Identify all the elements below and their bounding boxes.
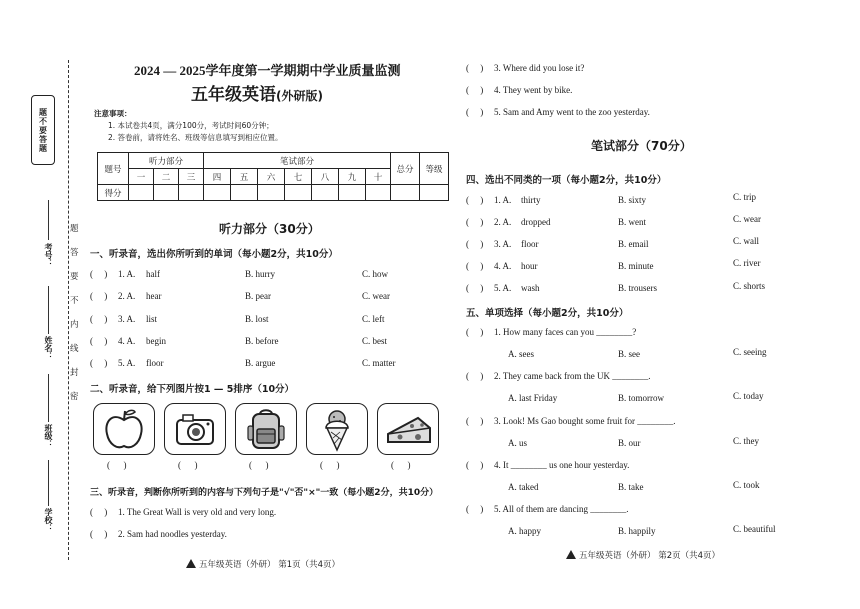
seal-char: 要	[70, 272, 79, 282]
s4-q3-paren[interactable]: ( )	[466, 239, 484, 249]
s3-q3-paren[interactable]: ( )	[466, 63, 484, 73]
triangle-logo-icon	[186, 559, 196, 568]
score-cell[interactable]	[154, 185, 179, 201]
note-1: 1. 本试卷共4页，满分100分，考试时间60分钟；	[108, 121, 274, 130]
name-blank[interactable]	[48, 286, 49, 334]
s5-q5: 5. All of them are dancing ________.	[494, 504, 629, 514]
s5-q3-paren[interactable]: ( )	[466, 416, 484, 426]
page-1-footer	[186, 558, 340, 570]
total-header: 总分	[391, 153, 420, 185]
score-cell[interactable]	[258, 185, 285, 201]
s5-q1-a: A. sees	[508, 349, 534, 359]
s4-q1-c: C. trip	[733, 192, 757, 202]
s4-q5-b: B. trousers	[618, 283, 657, 293]
s5-q4: 4. It ________ us one hour yesterday.	[494, 460, 630, 470]
col-1: 一	[129, 169, 154, 185]
s4-q2-no: 2. A.	[494, 217, 512, 227]
col-6: 六	[258, 169, 285, 185]
grade-header: 等级	[420, 153, 449, 185]
score-cell[interactable]	[366, 185, 391, 201]
section-1-title: 一、听录音，选出你所听到的单词（每小题2分，共10分）	[90, 249, 338, 260]
s4-q2-c: C. wear	[733, 214, 761, 224]
s1-q1-no: 1. A.	[118, 269, 136, 279]
s1-q1-a: half	[146, 269, 160, 279]
s3-q1: 1. The Great Wall is very old and very long.	[118, 507, 277, 517]
score-cell[interactable]	[129, 185, 154, 201]
s5-q2-a: A. last Friday	[508, 393, 558, 403]
s1-q5-b: B. argue	[245, 358, 276, 368]
section-3-title: 三、听录音，判断你所听到的内容与下列句子是"√"否"×"一致（每小题2分，共10分）	[90, 488, 439, 498]
s5-q2-b: B. tomorrow	[618, 393, 664, 403]
exam-subject-edition: (外研版)	[276, 89, 323, 103]
ice-cream-icon	[306, 403, 368, 455]
s5-q5-a: A. happy	[508, 526, 541, 536]
col-5: 五	[231, 169, 258, 185]
s1-q1-b: B. hurry	[245, 269, 275, 279]
s4-q1-a: thirty	[521, 195, 541, 205]
s3-q1-paren[interactable]: ( )	[90, 507, 108, 517]
s5-q5-b: B. happily	[618, 526, 656, 536]
listening-title: 听力部分（30分）	[219, 222, 320, 236]
s1-q1-c: C. how	[362, 269, 389, 279]
score-cell[interactable]	[285, 185, 312, 201]
s1-q4-paren[interactable]: ( )	[90, 336, 108, 346]
exam-title: 2024 — 2025学年度第一学期期中学业质量监测	[134, 63, 401, 78]
s1-q3-b: B. lost	[245, 314, 269, 324]
s3-q5-paren[interactable]: ( )	[466, 107, 484, 117]
name-label: 姓名：	[44, 336, 53, 360]
s4-q1-no: 1. A.	[494, 195, 512, 205]
s4-q4-a: hour	[521, 261, 538, 271]
s4-q2-b: B. went	[618, 217, 646, 227]
s5-q1: 1. How many faces can you ________?	[494, 327, 637, 337]
exam-no-label: 考号：	[44, 243, 53, 267]
score-cell[interactable]	[391, 185, 420, 201]
s3-q5: 5. Sam and Amy went to the zoo yesterday.	[494, 107, 650, 117]
s1-q4-no: 4. A.	[118, 336, 136, 346]
s4-q4-b: B. minute	[618, 261, 654, 271]
class-label: 班级：	[44, 424, 53, 448]
s4-q5-no: 5. A.	[494, 283, 512, 293]
s4-q4-no: 4. A.	[494, 261, 512, 271]
apple-icon	[93, 403, 155, 455]
row-label: 题号	[98, 153, 129, 185]
col-3: 三	[179, 169, 204, 185]
s4-q1-b: B. sixty	[618, 195, 647, 205]
pic-4-answer[interactable]: ( )	[320, 460, 340, 470]
s5-q2-paren[interactable]: ( )	[466, 371, 484, 381]
seal-char: 不	[70, 296, 79, 306]
score-cell[interactable]	[312, 185, 339, 201]
s1-q3-paren[interactable]: ( )	[90, 314, 108, 324]
s5-q2-c: C. today	[733, 391, 764, 401]
score-cell[interactable]	[204, 185, 231, 201]
s1-q2-a: hear	[146, 291, 162, 301]
page-2-footer-text: 五年级英语（外研） 第2页（共4页）	[579, 551, 721, 561]
s4-q5-paren[interactable]: ( )	[466, 283, 484, 293]
s1-q5-c: C. matter	[362, 358, 396, 368]
section-4-title: 四、选出不同类的一项（每小题2分，共10分）	[466, 175, 667, 186]
s3-q3: 3. Where did you lose it?	[494, 63, 585, 73]
seal-char: 密	[70, 392, 79, 402]
s1-q5-no: 5. A.	[118, 358, 136, 368]
col-10: 十	[366, 169, 391, 185]
s5-q4-paren[interactable]: ( )	[466, 460, 484, 470]
exam-subject	[191, 80, 323, 105]
no-answer-box	[31, 95, 55, 165]
s1-q1-paren[interactable]: ( )	[90, 269, 108, 279]
no-answer-box-text: 题不要答题	[38, 107, 48, 153]
class-blank[interactable]	[48, 374, 49, 422]
notes-title: 注意事项：	[94, 109, 132, 118]
cheese-icon	[377, 403, 439, 455]
s1-q4-c: C. best	[362, 336, 388, 346]
s1-q3-a: list	[146, 314, 158, 324]
s5-q3: 3. Look! Ms Gao bought some fruit for ________.	[494, 416, 676, 426]
col-4: 四	[204, 169, 231, 185]
listening-header: 听力部分	[129, 153, 204, 169]
s1-q2-b: B. pear	[245, 291, 271, 301]
score-cell[interactable]	[179, 185, 204, 201]
s5-q1-c: C. seeing	[733, 347, 767, 357]
pic-3-answer[interactable]: ( )	[249, 460, 269, 470]
s4-q1-paren[interactable]: ( )	[466, 195, 484, 205]
s4-q2-a: dropped	[521, 217, 551, 227]
triangle-logo-icon	[566, 550, 576, 559]
s3-q4: 4. They went by bike.	[494, 85, 573, 95]
s4-q3-c: C. wall	[733, 236, 759, 246]
s5-q4-c: C. took	[733, 480, 760, 490]
s1-q3-c: C. left	[362, 314, 385, 324]
score-cell[interactable]	[420, 185, 449, 201]
section-2-title: 二、听录音，给下列图片按1 — 5排序（10分）	[90, 384, 295, 395]
col-8: 八	[312, 169, 339, 185]
s5-q1-b: B. see	[618, 349, 640, 359]
s4-q2-paren[interactable]: ( )	[466, 217, 484, 227]
s4-q5-c: C. shorts	[733, 281, 766, 291]
s1-q4-a: begin	[146, 336, 166, 346]
exam-no-blank[interactable]	[48, 200, 49, 240]
s4-q4-c: C. river	[733, 258, 761, 268]
page-2-footer	[566, 549, 720, 561]
written-header: 笔试部分	[204, 153, 391, 169]
s5-q1-paren[interactable]: ( )	[466, 327, 484, 337]
school-label: 学校：	[44, 508, 53, 532]
camera-icon	[164, 403, 226, 455]
s3-q2: 2. Sam had noodles yesterday.	[118, 529, 227, 539]
s5-q5-c: C. beautiful	[733, 524, 776, 534]
seal-char: 内	[70, 320, 79, 330]
s5-q4-b: B. take	[618, 482, 644, 492]
seal-char: 答	[70, 248, 79, 258]
s5-q4-a: A. taked	[508, 482, 539, 492]
s5-q3-b: B. our	[618, 438, 641, 448]
s5-q5-paren[interactable]: ( )	[466, 504, 484, 514]
score-cell[interactable]	[231, 185, 258, 201]
note-2: 2. 答卷前，请将姓名、班级等信息填写到相应位置。	[108, 133, 283, 142]
s5-q3-c: C. they	[733, 436, 759, 446]
section-5-title: 五、单项选择（每小题2分，共10分）	[466, 308, 629, 319]
s1-q3-no: 3. A.	[118, 314, 136, 324]
s4-q5-a: wash	[521, 283, 540, 293]
s1-q5-paren[interactable]: ( )	[90, 358, 108, 368]
seal-char: 线	[70, 344, 79, 354]
s5-q2: 2. They came back from the UK ________.	[494, 371, 651, 381]
s1-q4-b: B. before	[245, 336, 279, 346]
seal-char: 封	[70, 368, 79, 378]
s1-q2-no: 2. A.	[118, 291, 136, 301]
s4-q3-b: B. email	[618, 239, 649, 249]
pic-1-answer[interactable]: ( )	[107, 460, 127, 470]
page-1-footer-text: 五年级英语（外研） 第1页（共4页）	[199, 560, 341, 570]
col-2: 二	[154, 169, 179, 185]
pic-5-answer[interactable]: ( )	[391, 460, 411, 470]
school-blank[interactable]	[48, 460, 49, 506]
s4-q4-paren[interactable]: ( )	[466, 261, 484, 271]
s3-q2-paren[interactable]: ( )	[90, 529, 108, 539]
exam-subject-main: 五年级英语	[191, 85, 276, 105]
seal-char: 题	[70, 224, 79, 234]
pic-2-answer[interactable]: ( )	[178, 460, 198, 470]
s3-q4-paren[interactable]: ( )	[466, 85, 484, 95]
s1-q2-paren[interactable]: ( )	[90, 291, 108, 301]
backpack-icon	[235, 403, 297, 455]
s4-q3-no: 3. A.	[494, 239, 512, 249]
col-7: 七	[285, 169, 312, 185]
s5-q3-a: A. us	[508, 438, 528, 448]
score-table	[97, 152, 449, 201]
score-cell[interactable]	[339, 185, 366, 201]
s4-q3-a: floor	[521, 239, 539, 249]
s1-q5-a: floor	[146, 358, 164, 368]
written-title: 笔试部分（70分）	[591, 139, 692, 153]
seal-dashed-line	[68, 60, 69, 560]
score-label: 得分	[98, 185, 129, 201]
col-9: 九	[339, 169, 366, 185]
s1-q2-c: C. wear	[362, 291, 390, 301]
